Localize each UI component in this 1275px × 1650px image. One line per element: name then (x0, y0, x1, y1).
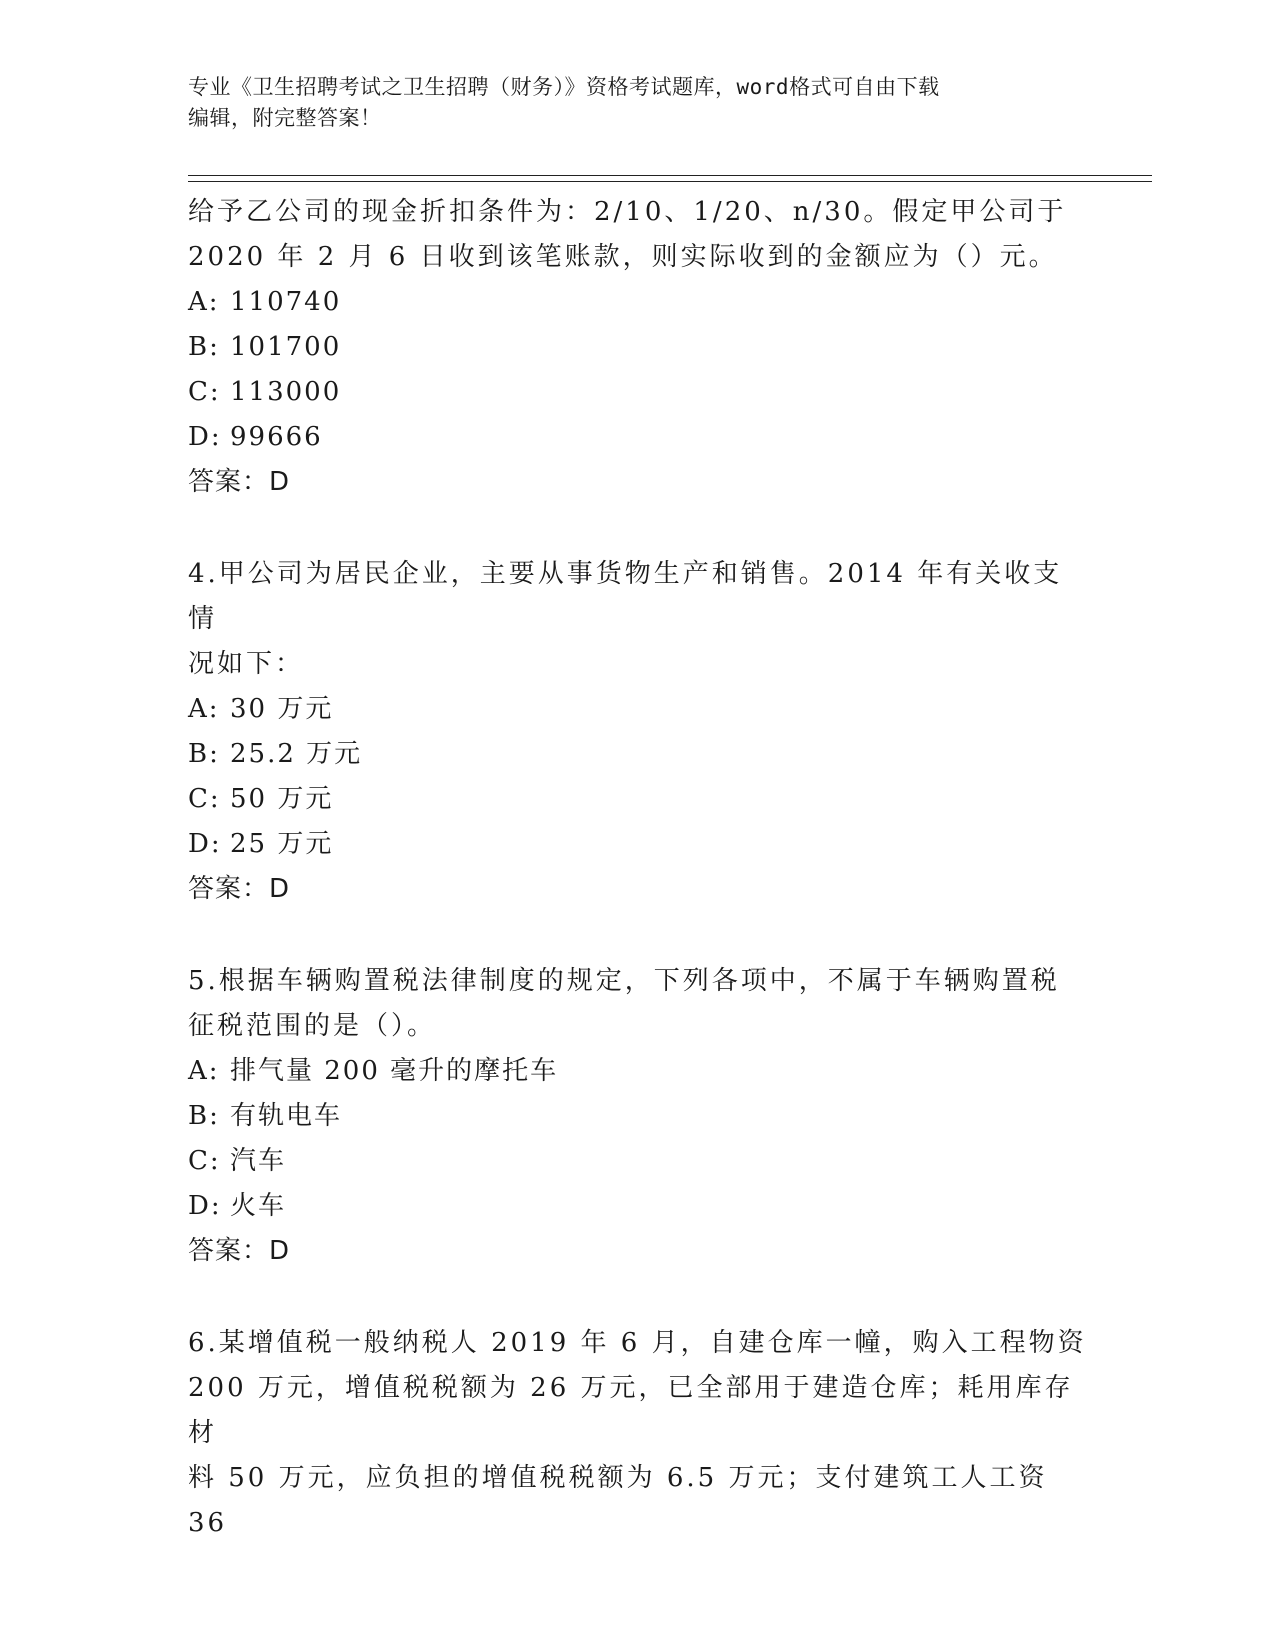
option-label: C: (188, 377, 221, 407)
question-5-text-line-1: 5.根据车辆购置税法律制度的规定，下列各项中，不属于车辆购置税 (188, 966, 1060, 996)
header-line-1: 专业《卫生招聘考试之卫生招聘（财务）》资格考试题库，word格式可自由下载 (188, 75, 940, 99)
question-4-text-line-2: 况如下： (188, 649, 305, 679)
option-text: 101700 (230, 332, 342, 362)
question-4-text-line-1: 4.甲公司为居民企业，主要从事货物生产和销售。2014 年有关收支情 (188, 559, 1063, 634)
question-4 (188, 552, 1088, 912)
option-text: 25.2 万元 (230, 739, 363, 769)
question-5 (188, 959, 1088, 1274)
option-label: B: (188, 1101, 220, 1131)
question-3-option-d (188, 415, 1088, 460)
option-text: 30 万元 (230, 694, 334, 724)
header-divider-top (188, 175, 1152, 176)
question-4-option-a (188, 687, 1088, 732)
option-label: A: (188, 694, 220, 724)
question-3-answer: 答案：D (188, 467, 291, 497)
option-label: B: (188, 739, 220, 769)
option-label: C: (188, 784, 221, 814)
spacer (188, 505, 1088, 552)
option-label: D: (188, 422, 222, 452)
option-label: A: (188, 1056, 220, 1086)
question-4-option-c (188, 777, 1088, 822)
question-6-text-line-2: 200 万元，增值税税额为 26 万元，已全部用于建造仓库；耗用库存材 (188, 1373, 1074, 1448)
question-3-option-c (188, 370, 1088, 415)
question-3-option-a (188, 280, 1088, 325)
question-6-text-line-1: 6.某增值税一般纳税人 2019 年 6 月，自建仓库一幢，购入工程物资 (188, 1328, 1087, 1358)
question-3 (188, 190, 1088, 505)
option-text: 50 万元 (230, 784, 334, 814)
option-label: D: (188, 829, 222, 859)
header-line-2: 编辑，附完整答案！ (188, 106, 382, 130)
option-text: 火车 (230, 1191, 287, 1221)
question-5-option-b (188, 1094, 1088, 1139)
question-5-option-a (188, 1049, 1088, 1094)
question-6-text-line-3: 料 50 万元，应负担的增值税税额为 6.5 万元；支付建筑工人工资 36 (188, 1463, 1048, 1538)
question-5-text-line-2: 征税范围的是（）。 (188, 1011, 437, 1041)
question-4-option-d (188, 822, 1088, 867)
question-3-text-line-2: 2020 年 2 月 6 日收到该笔账款，则实际收到的金额应为（）元。 (188, 242, 1058, 272)
option-label: A: (188, 287, 220, 317)
question-3-option-b (188, 325, 1088, 370)
option-label: B: (188, 332, 220, 362)
document-header (188, 72, 1088, 134)
option-text: 110740 (230, 287, 342, 317)
question-4-answer: 答案：D (188, 874, 291, 904)
option-label: D: (188, 1191, 222, 1221)
option-text: 99666 (230, 422, 323, 452)
option-text: 排气量 200 毫升的摩托车 (230, 1056, 559, 1086)
question-5-answer: 答案：D (188, 1236, 291, 1266)
question-list (188, 190, 1088, 1546)
option-text: 25 万元 (230, 829, 334, 859)
spacer (188, 912, 1088, 959)
question-6 (188, 1321, 1088, 1546)
option-text: 有轨电车 (230, 1101, 343, 1131)
option-text: 113000 (230, 377, 342, 407)
header-divider-bottom (188, 181, 1152, 182)
question-4-option-b (188, 732, 1088, 777)
question-3-text-line-1: 给予乙公司的现金折扣条件为：2/10、1/20、n/30。假定甲公司于 (188, 197, 1067, 227)
spacer (188, 1274, 1088, 1321)
question-5-option-c (188, 1139, 1088, 1184)
option-text: 汽车 (230, 1146, 287, 1176)
option-label: C: (188, 1146, 221, 1176)
question-5-option-d (188, 1184, 1088, 1229)
